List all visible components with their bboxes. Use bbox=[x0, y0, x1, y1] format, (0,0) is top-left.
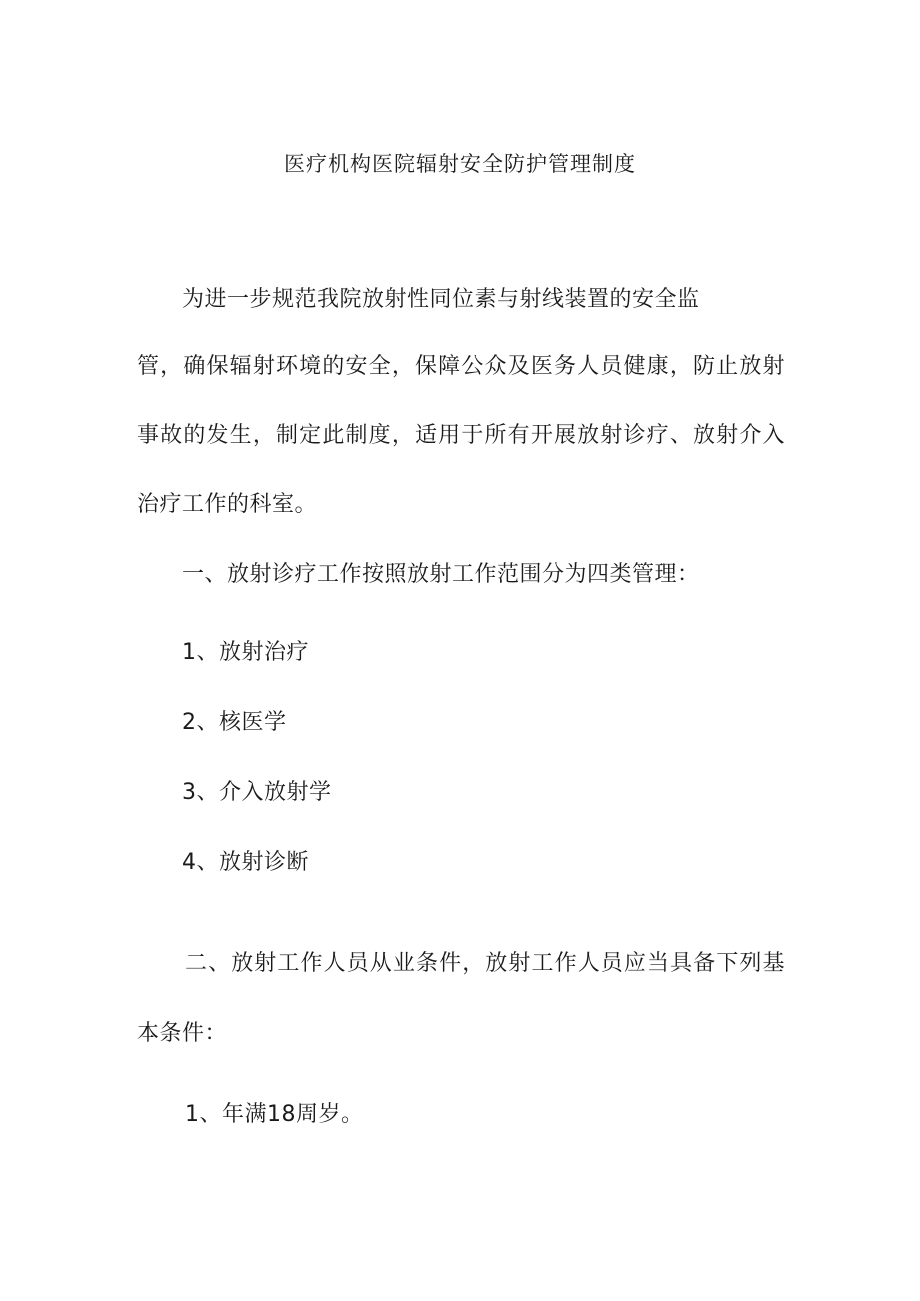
section1-item-2 bbox=[182, 705, 287, 736]
intro-line-1: 为进一步规范我院放射性同位素与射线装置的安全监 bbox=[182, 287, 700, 312]
section1-item-3 bbox=[182, 775, 332, 806]
section1-heading: 一、放射诊疗工作按照放射工作范围分为四类管理： bbox=[182, 562, 700, 587]
section1-item-1-text: 、放射治疗 bbox=[196, 640, 310, 665]
section1-item-2-number: 2 bbox=[182, 710, 197, 735]
section1-item-3-number: 3 bbox=[182, 780, 197, 805]
section2-item-1-number: 1 bbox=[185, 1102, 200, 1127]
section2-item-1-text-end: 周岁。 bbox=[296, 1102, 364, 1127]
section2-item-1-age: 18 bbox=[267, 1102, 297, 1127]
section1-item-1 bbox=[182, 635, 309, 666]
section1-item-4-number: 4 bbox=[182, 850, 197, 875]
section2-item-1-text: 、年满 bbox=[199, 1102, 268, 1127]
intro-line-4: 治疗工作的科室。 bbox=[137, 492, 318, 517]
intro-line-3: 事故的发生，制定此制度，适用于所有开展放射诊疗、放射介入 bbox=[137, 423, 785, 448]
document-title: 医疗机构医院辐射安全防护管理制度 bbox=[284, 152, 636, 176]
intro-line-2: 管，确保辐射环境的安全，保障公众及医务人员健康，防止放射 bbox=[137, 354, 785, 379]
section2-heading-line-2: 本条件： bbox=[137, 1021, 228, 1046]
section2-heading-line-1: 二、放射工作人员从业条件，放射工作人员应当具备下列基 bbox=[185, 951, 785, 976]
section2-item-1 bbox=[185, 1097, 364, 1128]
section1-item-4 bbox=[182, 845, 309, 876]
section1-item-3-text: 、介入放射学 bbox=[196, 780, 332, 805]
section1-item-1-number: 1 bbox=[182, 640, 197, 665]
section1-item-2-text: 、核医学 bbox=[196, 710, 287, 735]
section1-item-4-text: 、放射诊断 bbox=[196, 850, 310, 875]
